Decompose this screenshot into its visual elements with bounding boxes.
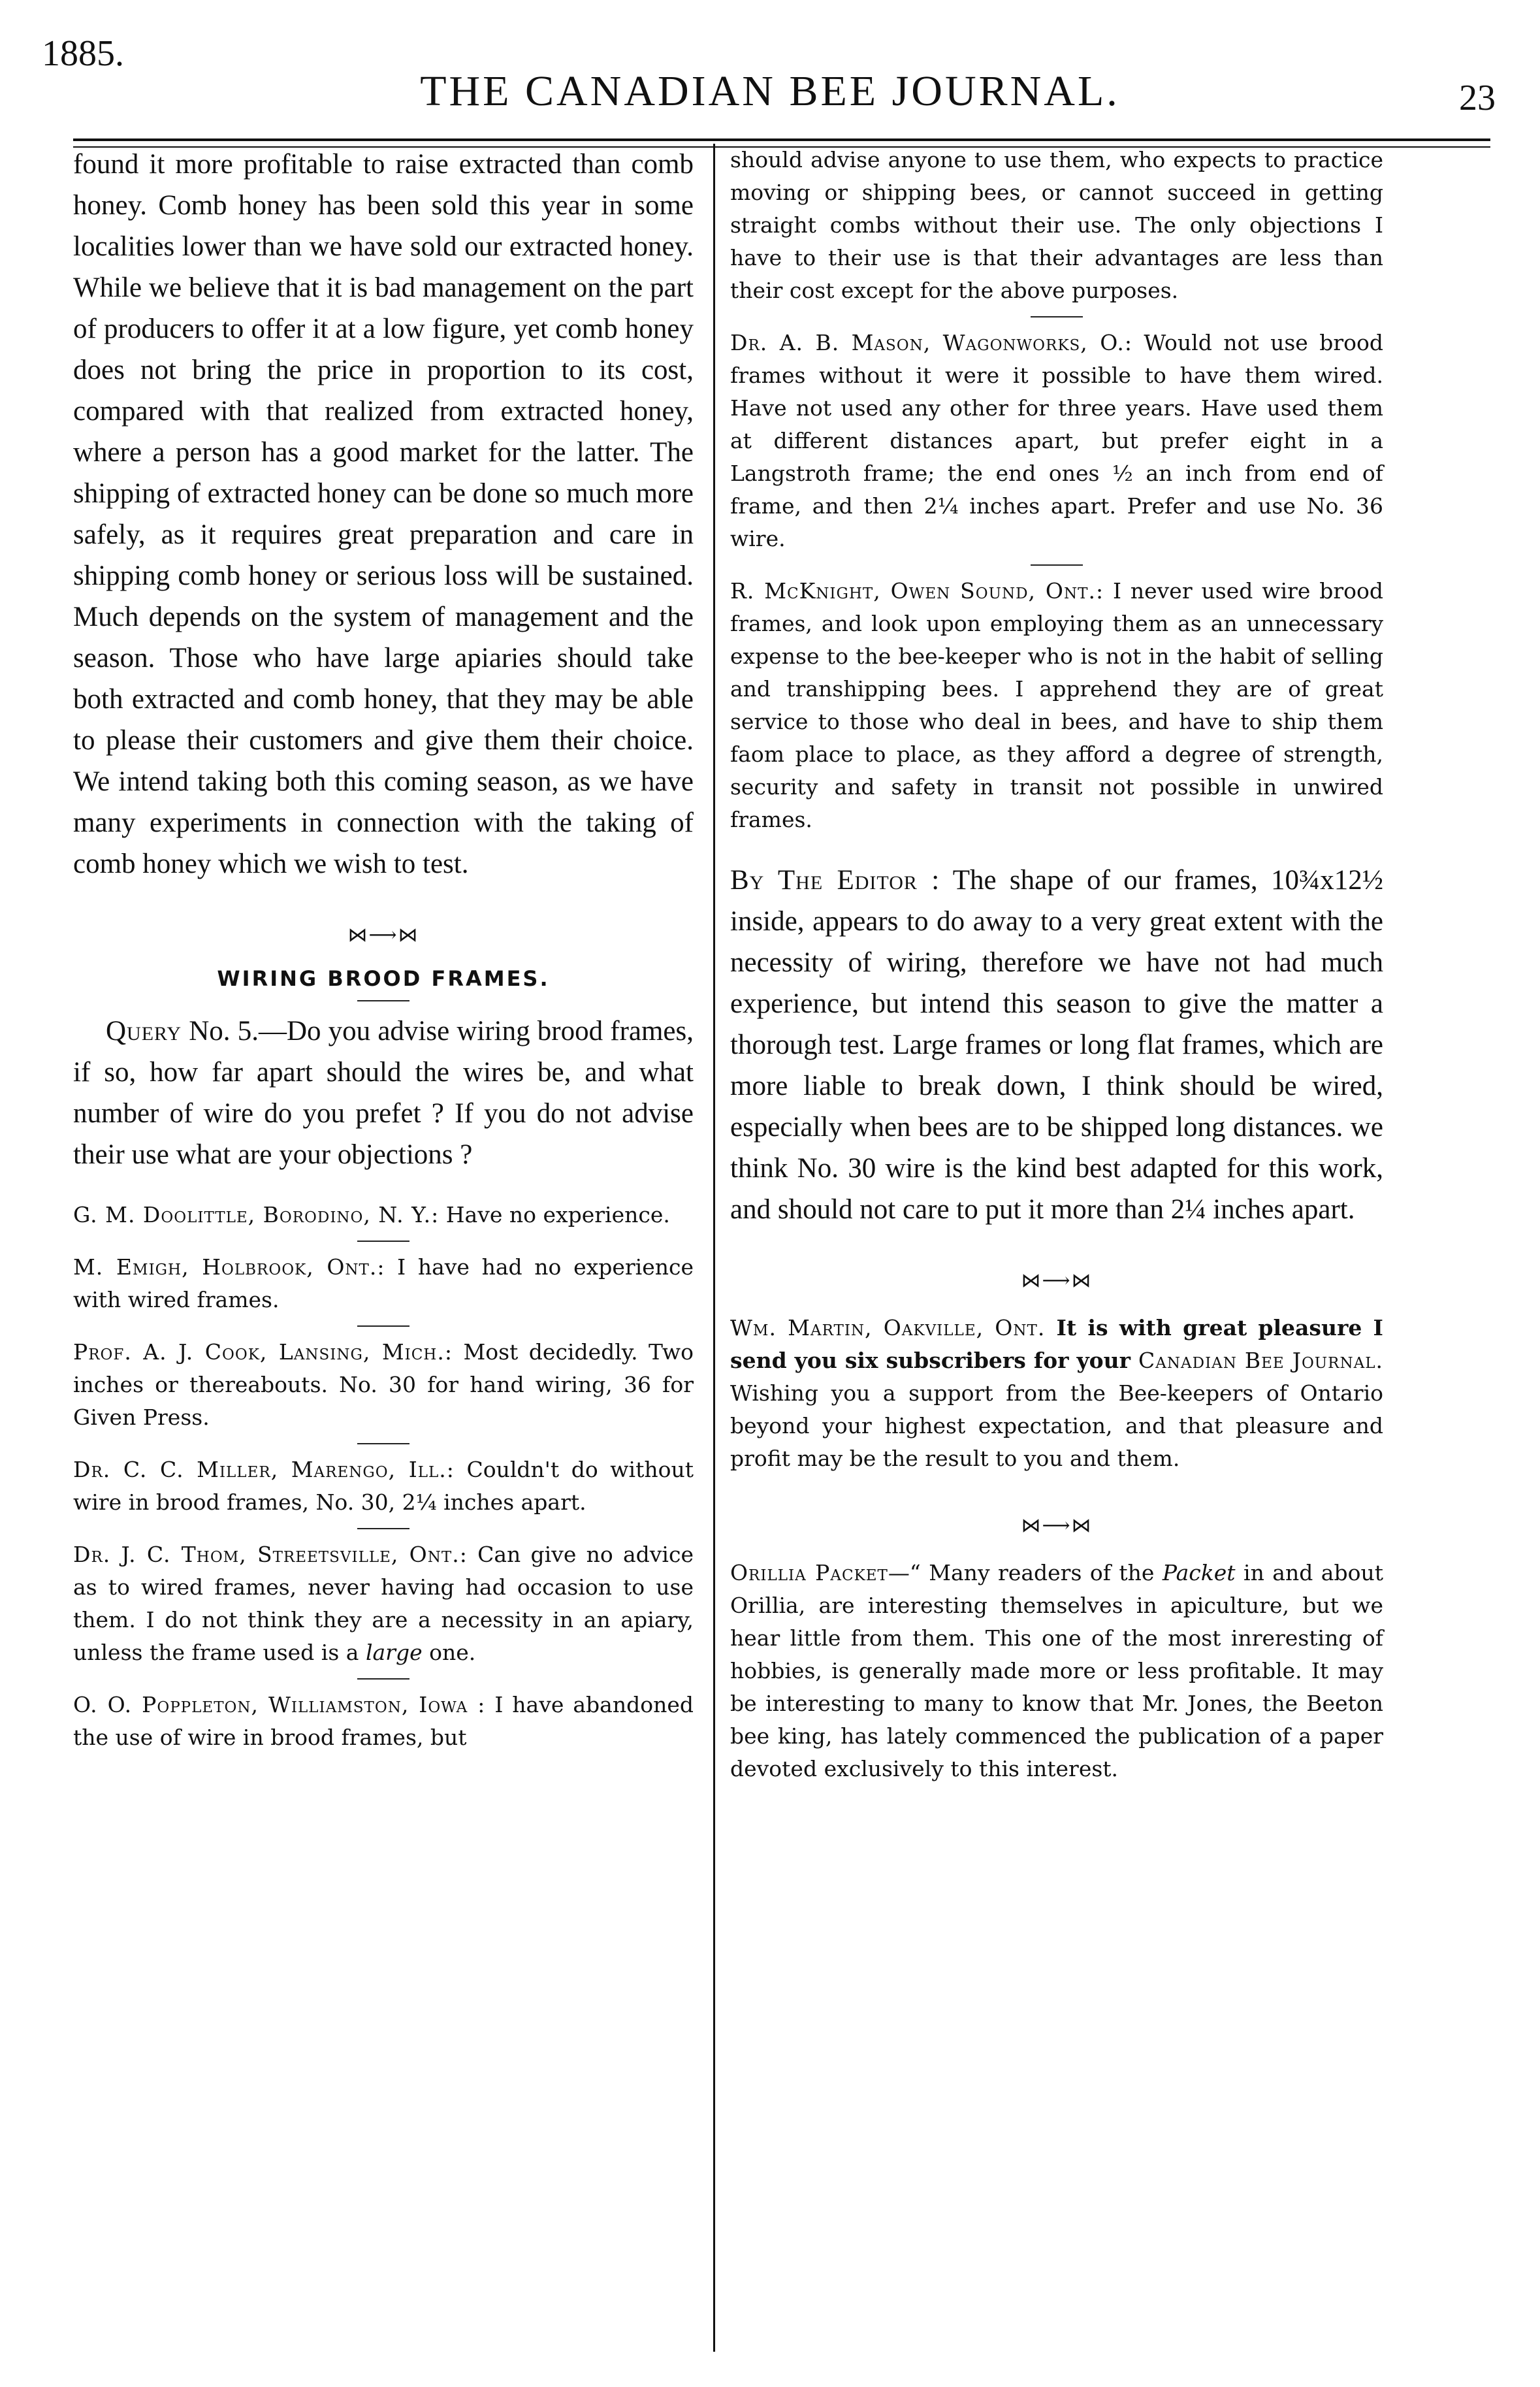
editor-label: By The Editor :: [730, 865, 940, 896]
short-rule: [357, 1325, 409, 1327]
ornament-divider: ⋈⟶⋈: [347, 924, 419, 947]
orillia-name: Orillia Packet: [730, 1560, 888, 1585]
answer-mason: [730, 327, 1383, 555]
column-divider: [713, 144, 715, 2352]
answer-name: R. McKnight, Owen Sound, Ont.:: [730, 578, 1104, 604]
orillia-packet: Packet: [1162, 1560, 1236, 1585]
answer-thom: [73, 1538, 694, 1669]
answer-mcknight: [730, 575, 1383, 836]
answer-text: I have abandoned the use of wire in brood frames, but: [73, 1692, 694, 1750]
short-rule: [357, 1678, 409, 1680]
answer-doolittle: [73, 1199, 694, 1231]
query-paragraph: [73, 1011, 694, 1175]
answer-text-italic: large: [365, 1640, 423, 1665]
editor-text: The shape of our frames, 10¾x12½ inside, appears to do away to a very great extent with the necessity of wiring, therefore we have not had much experience, but intend this season to give the matter a thorough test. Large frames or long flat frames, which are more liable to break down, I think should be wired, especially when bees are to be shipped long distances. we think No. 30 wire is the kind best adapted for this work, and should not care to put it more than 2¼ inches apart.: [730, 865, 1384, 1225]
left-column: [73, 144, 694, 1754]
answer-name: Prof. A. J. Cook, Lansing, Mich.:: [73, 1339, 453, 1365]
section-heading: WIRING BROOD FRAMES.: [217, 966, 550, 991]
martin-letter: [730, 1312, 1383, 1475]
answer-text: Couldn't do without wire in brood frames, No. 30, 2¼ inches apart.: [73, 1457, 694, 1515]
ornament-divider: ⋈⟶⋈: [1021, 1269, 1093, 1292]
short-rule: [357, 1443, 409, 1444]
answer-text-end: one.: [422, 1640, 476, 1665]
orillia-dash: —“ Many readers of the: [888, 1560, 1163, 1585]
answer-text: Have no experience.: [439, 1202, 670, 1227]
answer-text: I have had no experience with wired frames.: [73, 1254, 694, 1312]
answer-name: M. Emigh, Holbrook, Ont.:: [73, 1254, 385, 1280]
journal-title: THE CANADIAN BEE JOURNAL.: [420, 67, 1120, 115]
answer-poppleton: [73, 1689, 694, 1754]
answer-text: Can give no advice as to wired frames, never having had occasion to use them. I do not think they are a necessity in an apiary, unless the frame used is a: [73, 1542, 694, 1665]
right-column: [730, 144, 1383, 1785]
header-rule: [73, 138, 1490, 141]
short-rule: [1031, 316, 1083, 317]
martin-journal: Canadian Bee Journal.: [1138, 1348, 1383, 1373]
continuation-paragraph: should advise anyone to use them, who expects to practice moving or shipping bees, or cannot succeed in getting straight combs without their use. The only objections I have to their use is that their advantages are less than their cost except for the above purposes.: [730, 147, 1383, 303]
answer-emigh: [73, 1251, 694, 1316]
answer-cook: [73, 1336, 694, 1434]
short-rule: [357, 1241, 409, 1242]
short-rule: [357, 1528, 409, 1529]
martin-text: It is with great pleasure I send you six subscribers for your: [730, 1315, 1383, 1373]
intro-paragraph: found it more profitable to raise extracted than comb honey. Comb honey has been sold this year in some localities lower than we have sold our extracted honey. While we believe that it is bad management on the part of producers to offer it at a low figure, yet comb honey does not bring the price in proportion to its cost, compared with that realized from extracted honey, where a person has a good market for the latter. The shipping of extracted honey can be done so much more safely, as it requires great preparation and care in shipping comb honey or serious loss will be sustained. Much depends on the system of management and the season. Those who have large apiaries should take both extracted and comb honey, that they may be able to please their customers and give them their choice. We intend taking both this coming season, as we have many experiments in connection with the taking of comb honey which we wish to test.: [73, 149, 694, 879]
editor-paragraph: [730, 860, 1383, 1230]
answer-name: Dr. A. B. Mason, Wagonworks, O.:: [730, 330, 1132, 355]
answer-miller: [73, 1453, 694, 1519]
query-text: No. 5.—Do you advise wiring brood frames, if so, how far apart should the wires be, and what number of wire do you prefet ? If you do not advise their use what are your objections ?: [73, 1016, 694, 1170]
answer-name: G. M. Doolittle, Borodino, N. Y.:: [73, 1202, 440, 1227]
answer-text: I never used wire brood frames, and look upon employing them as an unnecessary expense to the bee-keeper who is not in the habit of selling and transhipping bees. I apprehend they are of great service to those who deal in bees, and have to ship them faom place to place, as they afford a degree of strength, security and safety in transit not possible in unwired frames.: [730, 578, 1383, 832]
query-label: Query: [106, 1016, 182, 1047]
short-rule: [1031, 564, 1083, 566]
ornament-divider: ⋈⟶⋈: [1021, 1514, 1093, 1537]
martin-text-2: Wishing you a support from the Bee-keepers of Ontario beyond your highest expectation, and that pleasure and profit may be the result to you and them.: [730, 1380, 1383, 1471]
page-header: [0, 26, 1540, 118]
answer-name: Dr. C. C. Miller, Marengo, Ill.:: [73, 1457, 455, 1482]
martin-name: Wm. Martin, Oakville, Ont.: [730, 1315, 1046, 1340]
short-rule: [357, 1000, 409, 1001]
orillia-paragraph: [730, 1557, 1383, 1785]
page-number: 23: [1459, 78, 1496, 118]
header-year: 1885.: [42, 33, 124, 74]
orillia-text: in and about Orillia, are interesting themselves in apiculture, but we hear little from them. This one of the most inreresting of hobbies, is generally made more or less profitable. It may be interesting to many to know that Mr. Jones, the Beeton bee king, has lately commenced the publication of a paper devoted exclusively to this interest.: [730, 1560, 1383, 1781]
answer-text: Would not use brood frames without it were it possible to have them wired. Have not used any other for three years. Have used them at different distances apart, but prefer eight in a Langstroth frame; the end ones ½ an inch from end of frame, and then 2¼ inches apart. Prefer and use No. 36 wire.: [730, 330, 1383, 551]
answer-name: O. O. Poppleton, Williamston, Iowa :: [73, 1692, 486, 1717]
answer-text: Most decidedly. Two inches or thereabouts. No. 30 for hand wiring, 36 for Given Press.: [73, 1339, 694, 1430]
answer-name: Dr. J. C. Thom, Streetsville, Ont.:: [73, 1542, 468, 1567]
